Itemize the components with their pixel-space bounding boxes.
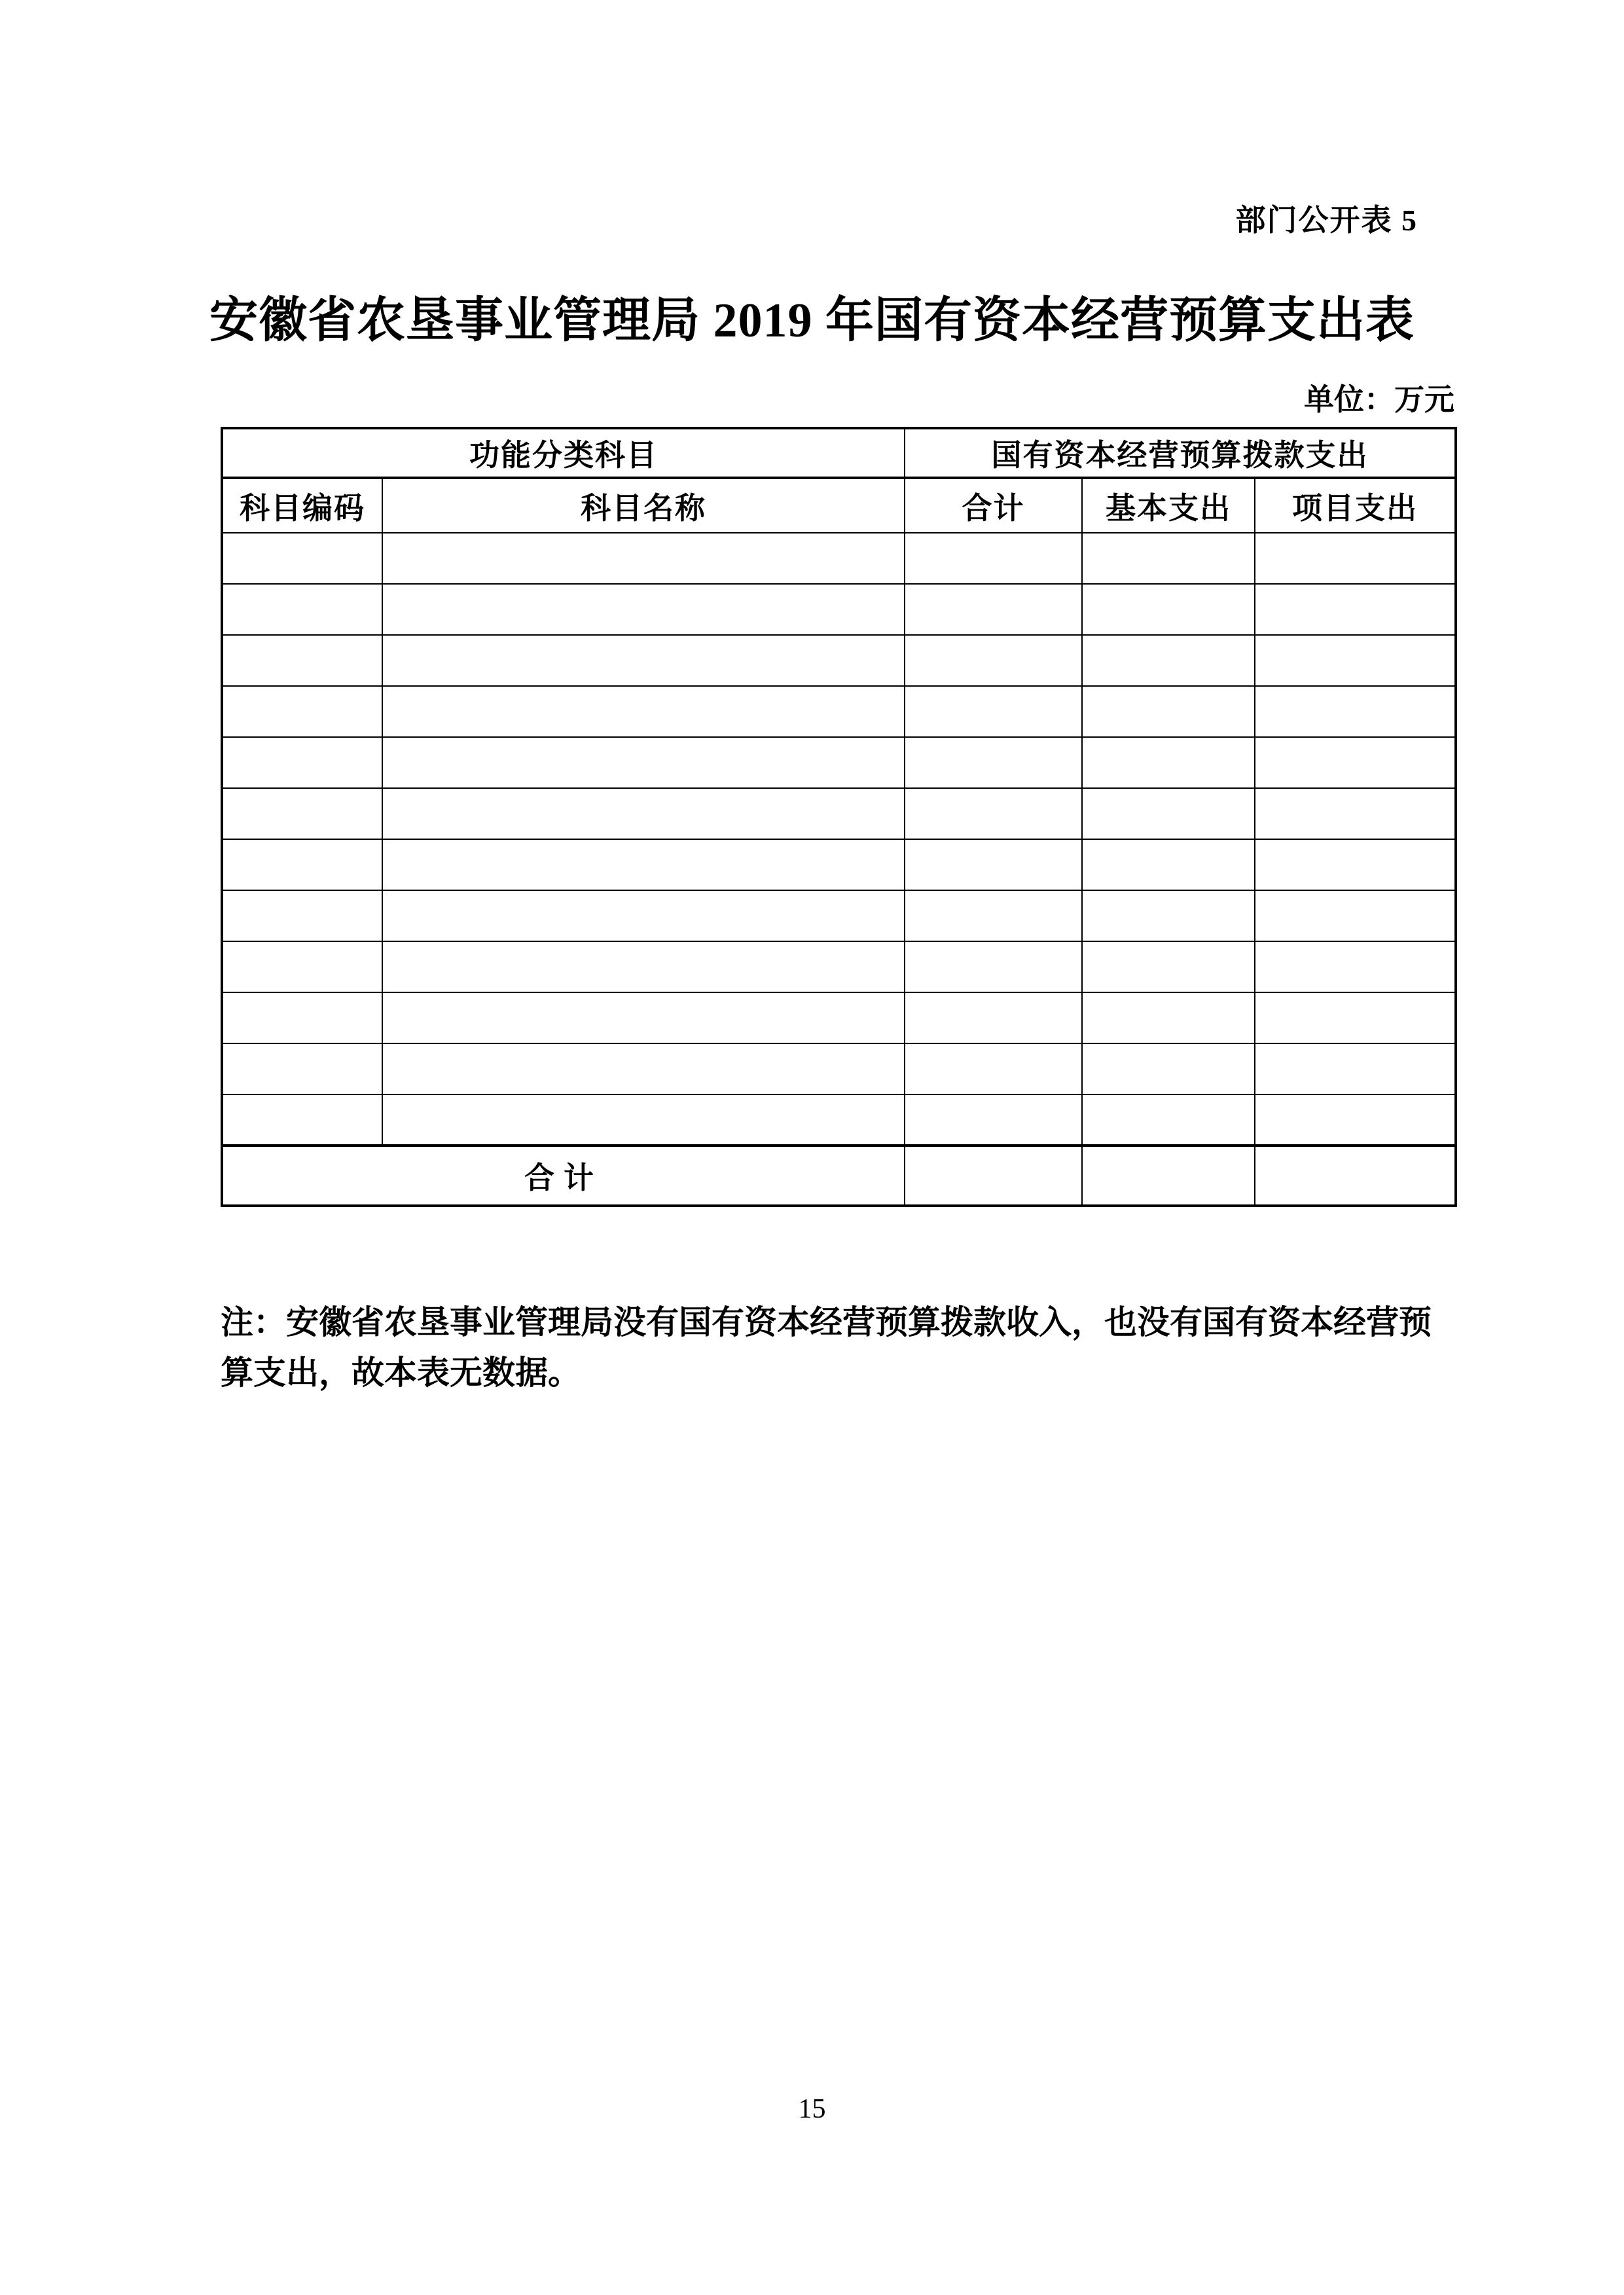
- page-title: 安徽省农垦事业管理局 2019 年国有资本经营预算支出表: [209, 294, 1415, 348]
- empty-cell: [1082, 992, 1255, 1043]
- corner-form-label: 部门公开表 5: [1235, 204, 1418, 237]
- empty-cell: [1255, 890, 1456, 941]
- column-header-subject-name: 科目名称: [382, 478, 905, 533]
- empty-cell: [1255, 941, 1456, 992]
- footnote: [221, 1297, 1464, 1398]
- total-row-label-cell: 合计: [222, 1146, 905, 1206]
- empty-cell: [222, 890, 382, 941]
- table-row: [222, 584, 1456, 635]
- empty-cell: [222, 1043, 382, 1094]
- empty-cell: [905, 941, 1082, 992]
- empty-cell: [905, 890, 1082, 941]
- column-header-total: 合计: [905, 478, 1082, 533]
- empty-cell: [382, 686, 905, 737]
- empty-cell: [1082, 584, 1255, 635]
- table-row: [222, 686, 1456, 737]
- empty-cell: [382, 737, 905, 788]
- table-row: [222, 941, 1456, 992]
- empty-cell: [905, 788, 1082, 839]
- empty-cell: [905, 686, 1082, 737]
- table-group-header-row: [222, 428, 1456, 478]
- table-total-row: [222, 1146, 1456, 1206]
- empty-cell: [905, 635, 1082, 686]
- empty-cell: [1255, 788, 1456, 839]
- empty-cell: [1255, 992, 1456, 1043]
- empty-cell: [905, 1043, 1082, 1094]
- table-row: [222, 737, 1456, 788]
- empty-cell: [382, 788, 905, 839]
- empty-cell: [222, 737, 382, 788]
- group-header-capital-budget-expenditure: 国有资本经营预算拨款支出: [905, 428, 1456, 478]
- total-row-total-cell: [905, 1146, 1082, 1206]
- table-row: [222, 635, 1456, 686]
- table-row: [222, 788, 1456, 839]
- empty-cell: [382, 839, 905, 890]
- empty-cell: [1255, 584, 1456, 635]
- empty-cell: [1082, 788, 1255, 839]
- empty-cell: [1082, 635, 1255, 686]
- table-body: [222, 533, 1456, 1146]
- table-row: [222, 890, 1456, 941]
- empty-cell: [1082, 1043, 1255, 1094]
- empty-cell: [1082, 533, 1255, 584]
- empty-cell: [222, 533, 382, 584]
- empty-cell: [382, 1043, 905, 1094]
- empty-cell: [382, 584, 905, 635]
- empty-cell: [905, 1094, 1082, 1146]
- empty-cell: [905, 737, 1082, 788]
- footnote-line: 算支出，故本表无数据。: [221, 1354, 581, 1391]
- empty-cell: [1255, 1094, 1456, 1146]
- empty-cell: [1255, 635, 1456, 686]
- empty-cell: [1082, 941, 1255, 992]
- empty-cell: [382, 635, 905, 686]
- column-header-basic-expenditure: 基本支出: [1082, 478, 1255, 533]
- group-header-function-classification: 功能分类科目: [222, 428, 905, 478]
- empty-cell: [905, 992, 1082, 1043]
- empty-cell: [222, 788, 382, 839]
- table-row: [222, 1043, 1456, 1094]
- empty-cell: [382, 992, 905, 1043]
- empty-cell: [1082, 737, 1255, 788]
- empty-cell: [222, 635, 382, 686]
- empty-cell: [222, 584, 382, 635]
- table-column-header-row: [222, 478, 1456, 533]
- empty-cell: [382, 941, 905, 992]
- empty-cell: [1255, 686, 1456, 737]
- column-header-subject-code: 科目编码: [222, 478, 382, 533]
- empty-cell: [222, 839, 382, 890]
- total-row-basic-cell: [1082, 1146, 1255, 1206]
- empty-cell: [222, 686, 382, 737]
- empty-cell: [905, 839, 1082, 890]
- empty-cell: [1255, 737, 1456, 788]
- empty-cell: [1255, 1043, 1456, 1094]
- footnote-line: 注：安徽省农垦事业管理局没有国有资本经营预算拨款收入，也没有国有资本经营预: [221, 1304, 1432, 1341]
- unit-label: 单位：万元: [1304, 383, 1454, 416]
- empty-cell: [1082, 890, 1255, 941]
- empty-cell: [1082, 1094, 1255, 1146]
- empty-cell: [1255, 533, 1456, 584]
- empty-cell: [1082, 839, 1255, 890]
- empty-cell: [905, 533, 1082, 584]
- table-row: [222, 839, 1456, 890]
- empty-cell: [1082, 686, 1255, 737]
- empty-cell: [222, 941, 382, 992]
- empty-cell: [222, 992, 382, 1043]
- table-row: [222, 1094, 1456, 1146]
- empty-cell: [1255, 839, 1456, 890]
- empty-cell: [905, 584, 1082, 635]
- empty-cell: [222, 1094, 382, 1146]
- empty-cell: [382, 1094, 905, 1146]
- budget-table: [221, 427, 1457, 1207]
- table-row: [222, 533, 1456, 584]
- empty-cell: [382, 890, 905, 941]
- column-header-project-expenditure: 项目支出: [1255, 478, 1456, 533]
- page-number: 15: [798, 2094, 826, 2124]
- empty-cell: [382, 533, 905, 584]
- table-row: [222, 992, 1456, 1043]
- total-row-project-cell: [1255, 1146, 1456, 1206]
